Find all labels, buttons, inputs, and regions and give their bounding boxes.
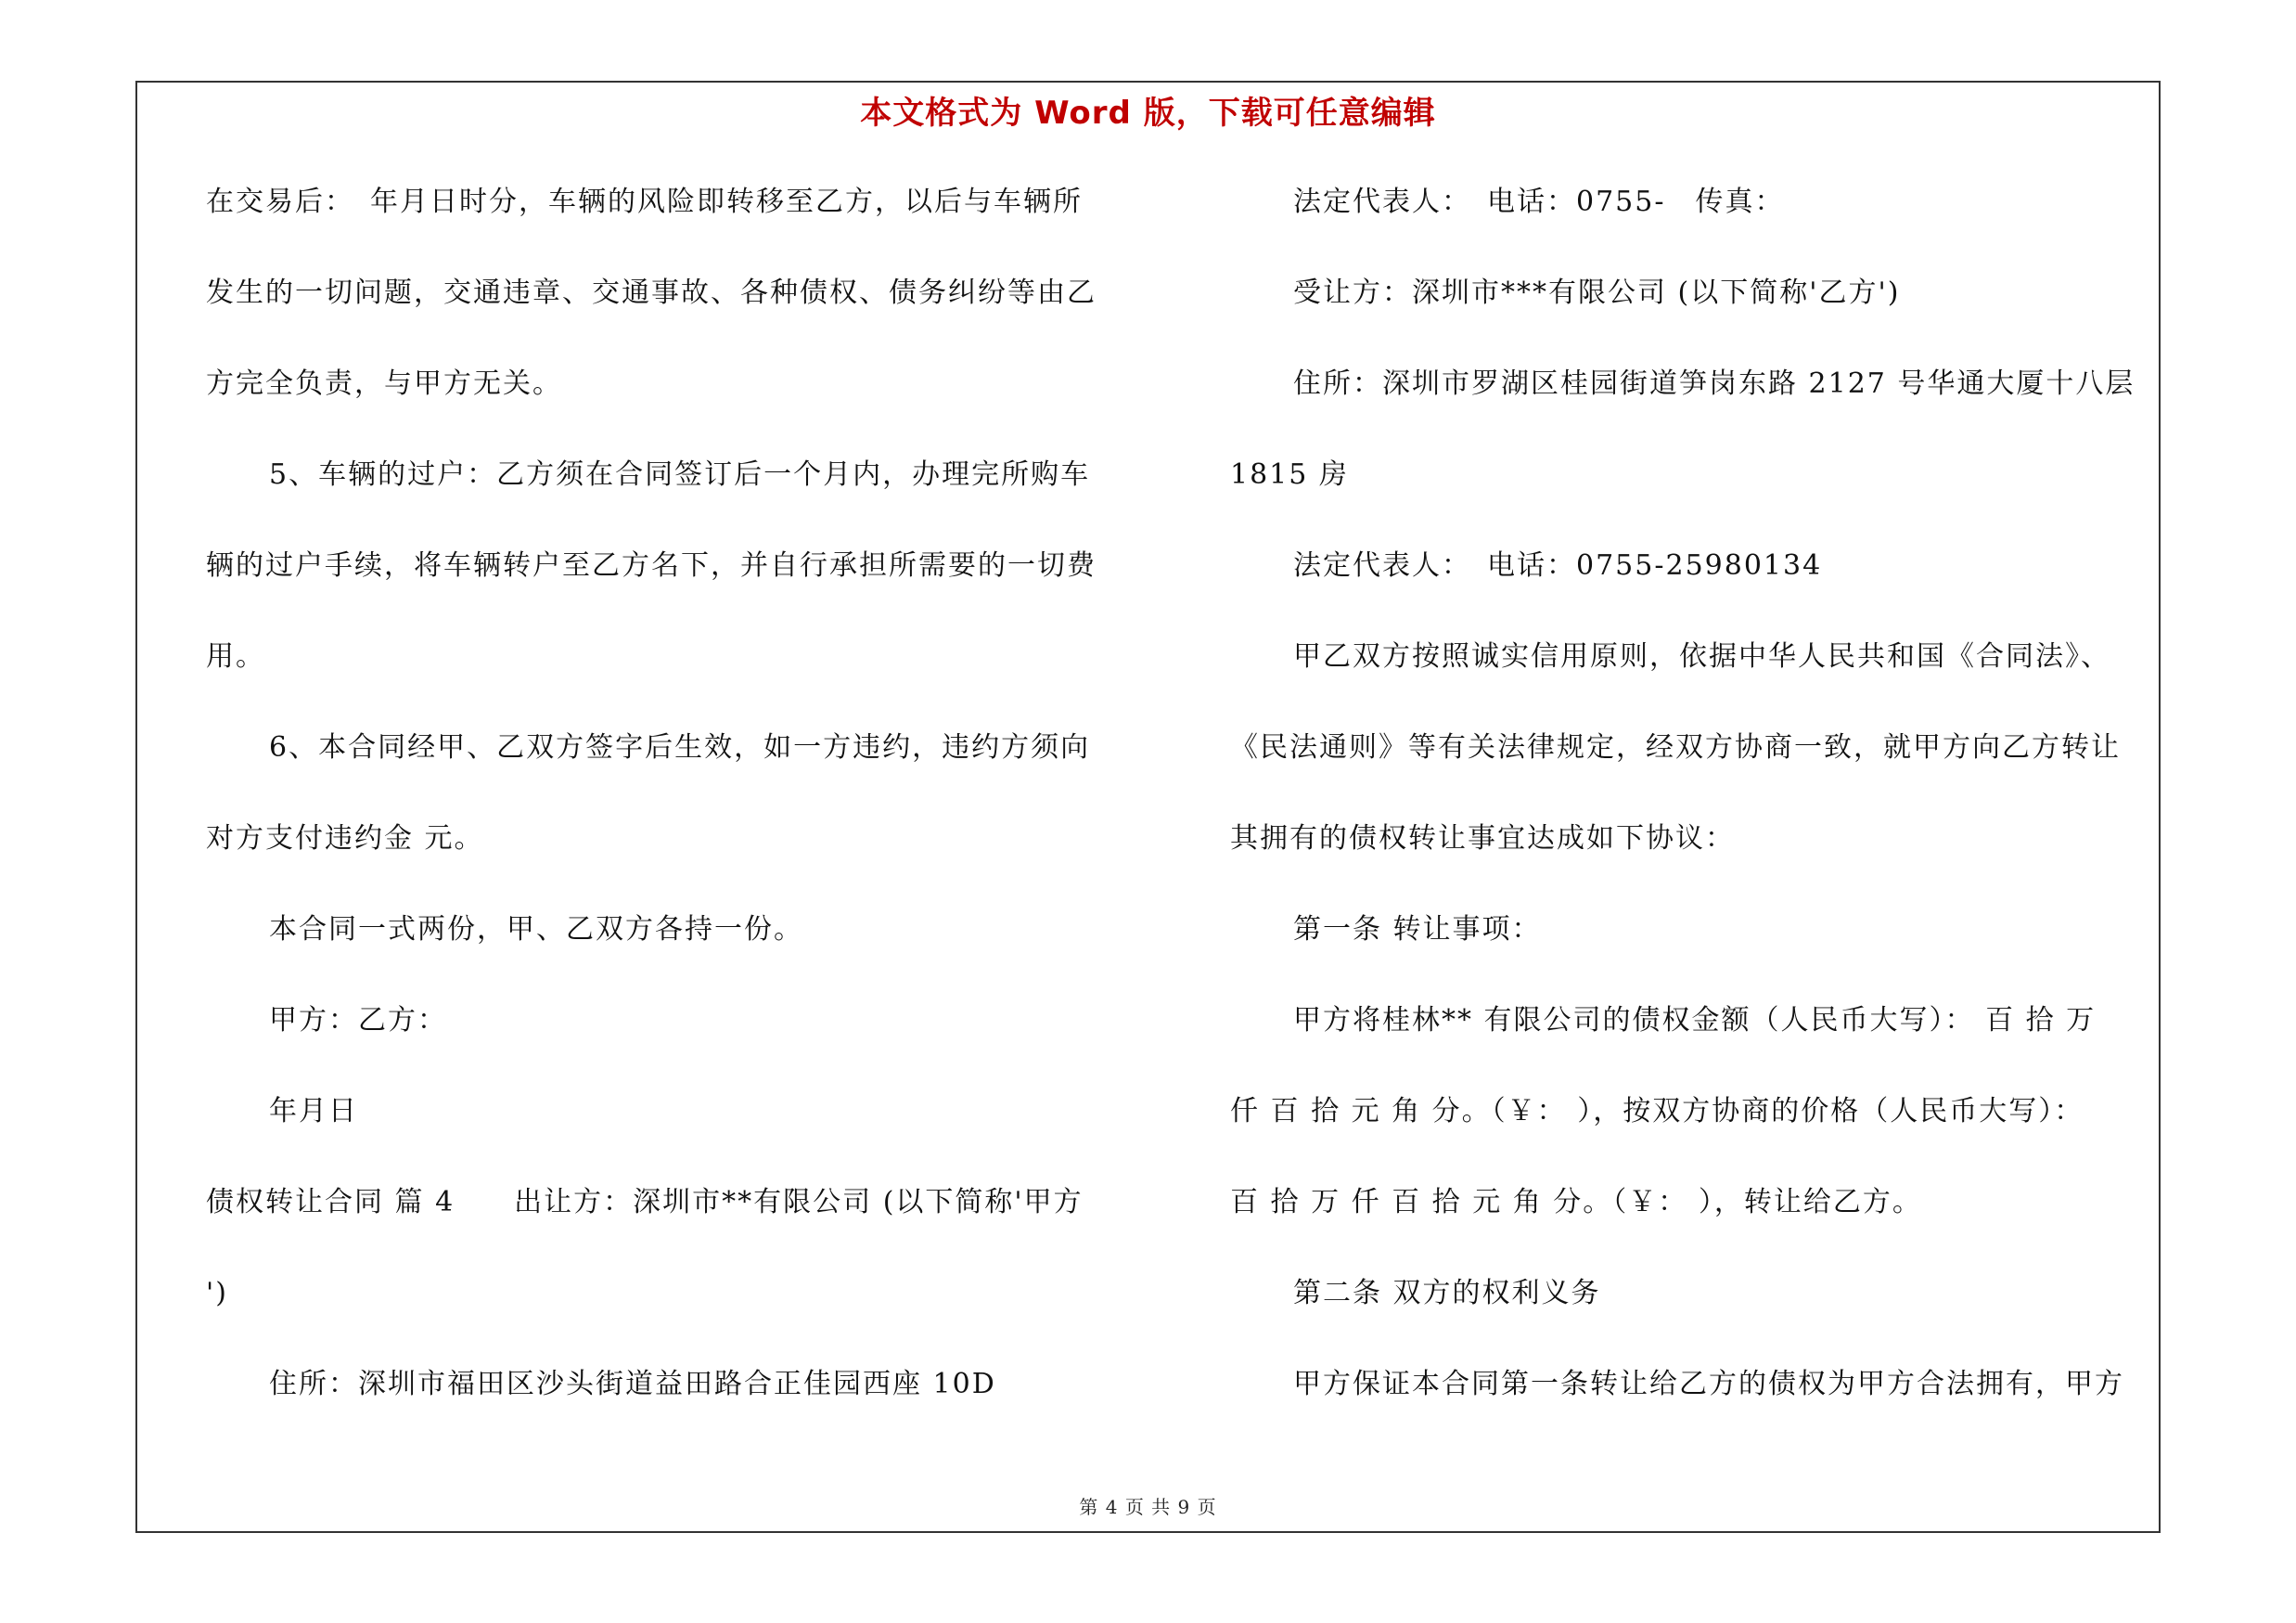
text-line: 方完全负责，与甲方无关。 [206,367,562,400]
text-line: 在交易后： 年月日时分，车辆的风险即转移至乙方，以后与车辆所 [206,186,1083,218]
article-heading: 第一条 转让事项： [1293,913,1542,946]
text-line: 发生的一切问题，交通违章、交通事故、各种债权、债务纠纷等由乙 [206,277,1097,309]
text-line: 法定代表人： 电话：0755-25980134 [1293,549,1823,582]
text-line: 《民法通则》等有关法律规定，经双方协商一致，就甲方向乙方转让 [1230,731,2121,764]
text-line: 对方支付违约金 元。 [206,822,484,855]
text-line: 仟 百 拾 元 角 分。（￥： ），按双方协商的价格（人民币大写）： [1230,1095,2084,1127]
text-line: 用。 [206,640,265,673]
text-line: 甲方保证本合同第一条转让给乙方的债权为甲方合法拥有，甲方 [1293,1368,2124,1400]
text-line: 1815 房 [1230,458,1349,491]
format-banner: 本文格式为 Word 版，下载可任意编辑 [860,95,1436,132]
text-line: 其拥有的债权转让事宜达成如下协议： [1230,822,1735,855]
article-heading: 第二条 双方的权利义务 [1293,1277,1601,1309]
text-line: 5、车辆的过户：乙方须在合同签订后一个月内，办理完所购车 [269,458,1091,491]
text-line: 住所：深圳市罗湖区桂园街道笋岗东路 2127 号华通大厦十八层 [1293,367,2136,400]
text-line: 甲乙双方按照诚实信用原则，依据中华人民共和国《合同法》、 [1293,640,2110,673]
text-line: 本合同一式两份，甲、乙双方各持一份。 [269,913,803,946]
text-line: 法定代表人： 电话：0755- 传真： [1293,186,1785,218]
text-line: 年月日 [269,1095,358,1127]
text-line: 辆的过户手续，将车辆转户至乙方名下，并自行承担所需要的一切费 [206,549,1097,582]
text-line: ') [206,1277,228,1309]
page-number: 第 4 页 共 9 页 [1079,1496,1217,1518]
text-line: 6、本合同经甲、乙双方签字后生效，如一方违约，违约方须向 [269,731,1091,764]
text-line: 住所：深圳市福田区沙头街道益田路合正佳园西座 10D [269,1368,996,1400]
section-heading-line: 债权转让合同 篇 4 出让方：深圳市**有限公司 (以下简称'甲方 [206,1186,1084,1218]
text-line: 受让方：深圳市***有限公司 (以下简称'乙方') [1293,277,1901,309]
text-line: 甲方：乙方： [269,1004,447,1037]
text-line: 甲方将桂林** 有限公司的债权金额（人民币大写）： 百 拾 万 [1293,1004,2097,1037]
text-line: 百 拾 万 仟 百 拾 元 角 分。（￥： ），转让给乙方。 [1230,1186,1922,1218]
